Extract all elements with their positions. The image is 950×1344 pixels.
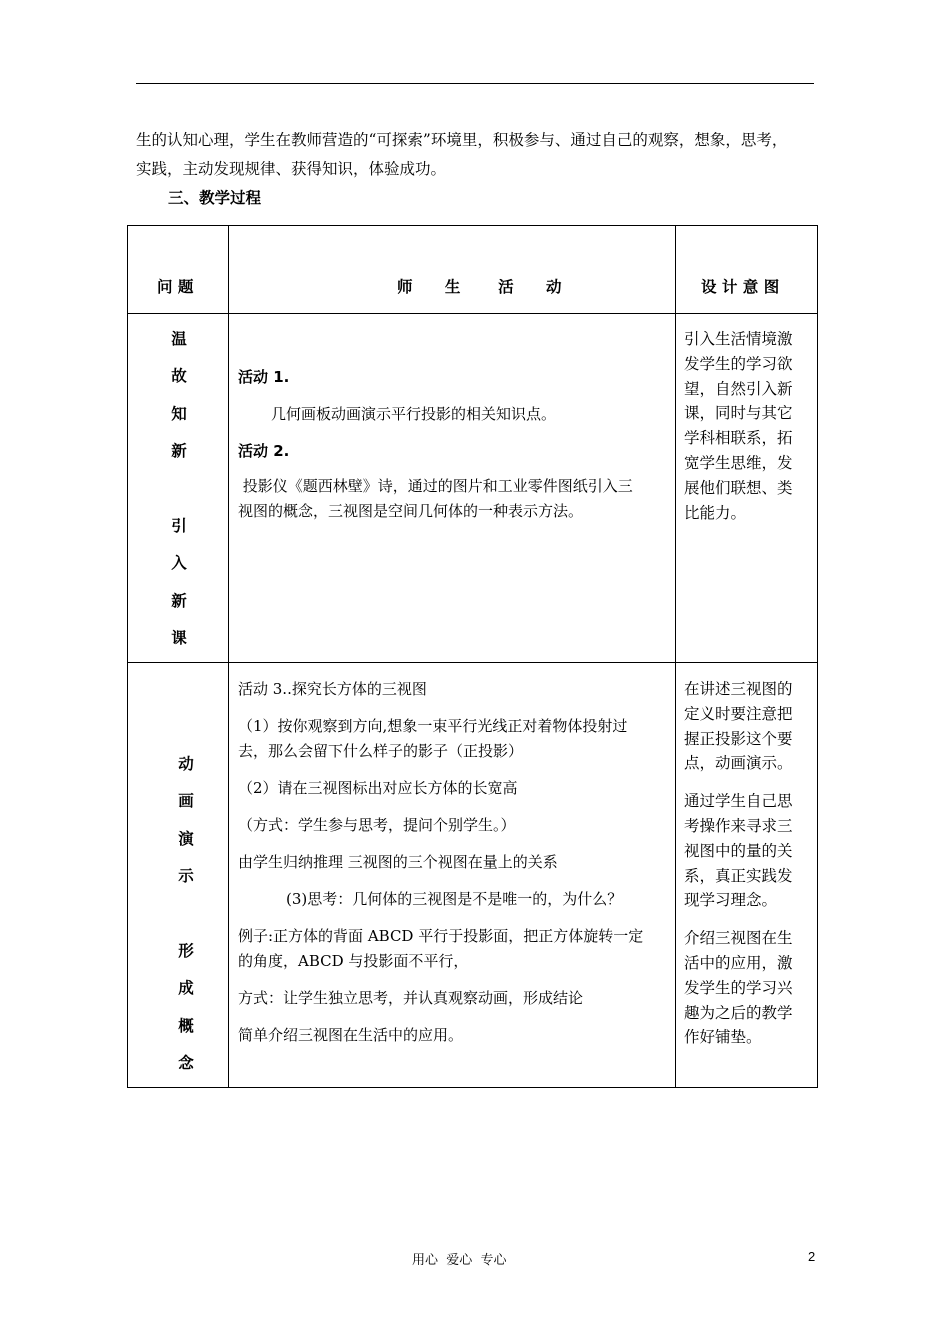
row2-design-line: 在讲述三视图的 — [684, 680, 793, 698]
item3: (3)思考：几何体的三视图是不是唯一的，为什么？ — [286, 890, 623, 908]
design-group-1 — [684, 677, 808, 776]
intro-paragraph — [136, 126, 828, 184]
row2-design-line: 视图中的量的关 — [684, 841, 793, 860]
activity1-title: 活动 1. — [238, 368, 290, 386]
method1: （方式：学生参与思考，提问个别学生。） — [238, 816, 516, 834]
row2-design-line: 作好铺垫。 — [684, 1028, 762, 1047]
row2-problem-char: 形 — [178, 941, 194, 960]
row2-design-line: 现学习理念。 — [684, 891, 778, 910]
row1-design-line: 引入生活情境激 — [684, 330, 793, 348]
intro-line-2: 实践，主动发现规律、获得知识，体验成功。 — [136, 160, 447, 178]
row1-problem-char: 课 — [171, 629, 187, 648]
table-col-divider-1 — [228, 225, 229, 1088]
design-group-2 — [684, 789, 808, 913]
row1-problem-char: 知 — [171, 404, 187, 423]
item1-line2: 去，那么会留下什么样子的影子（正投影） — [238, 742, 524, 760]
activity3-title: 活动 3..探究长方体的三视图 — [238, 680, 427, 698]
induction: 由学生归纳推理 三视图的三个视图在量上的关系 — [238, 853, 558, 871]
row2-design-line: 介绍三视图在生 — [684, 929, 793, 948]
row1-design-line: 学科相联系，拓 — [684, 429, 793, 448]
row1-problem-char: 新 — [171, 442, 187, 461]
row2-design-line: 定义时要注意把 — [684, 704, 793, 723]
example-line2: 的角度，ABCD 与投影面不平行， — [238, 952, 469, 970]
row2-design-line: 系，真正实践发 — [684, 866, 793, 885]
row2-problem-char — [171, 902, 201, 939]
activity2-text-line1: 投影仪《题西林壁》诗，通过的图片和工业零件图纸引入三 — [238, 477, 633, 495]
activity1-text: 几何画板动画演示平行投影的相关知识点。 — [271, 405, 557, 423]
row2-problem-char: 概 — [178, 1016, 194, 1035]
row2-design-line: 考操作来寻求三 — [684, 816, 793, 835]
row2-problem-char: 成 — [178, 979, 194, 998]
row2-problem-char: 演 — [178, 829, 194, 848]
row2-problem — [171, 752, 201, 1089]
table-border-right — [817, 225, 818, 1088]
row1-design-line: 宽学生思维，发 — [684, 453, 793, 472]
design-group-3 — [684, 926, 808, 1050]
row1-problem-char: 故 — [171, 367, 187, 386]
header-activity: 师 生 活 动 — [397, 278, 562, 296]
row2-problem-char: 示 — [178, 867, 194, 886]
intro-line-1: 生的认知心理，学生在教师营造的“可探索”环境里，积极参与、通过自己的观察，想象，思考， — [136, 131, 788, 149]
row2-design-line: 握正投影这个要 — [684, 729, 793, 748]
row1-problem-char — [164, 477, 194, 514]
activity2-title: 活动 2. — [238, 442, 290, 460]
row1-design-line: 发学生的学习欲 — [684, 354, 793, 373]
row1-problem-char: 引 — [171, 516, 187, 535]
footer-text: 用心 爱心 专心 — [412, 1253, 507, 1268]
row2-problem-char: 动 — [178, 755, 194, 773]
row1-design — [684, 327, 808, 525]
header-rule — [136, 83, 814, 84]
item1-line1: （1）按你观察到方向,想象一束平行光线正对着物体投射过 — [238, 717, 628, 735]
row1-design-line: 展他们联想、类 — [684, 478, 793, 497]
row2-problem-char: 画 — [178, 792, 194, 811]
teaching-process-table — [127, 225, 818, 1088]
row2-design-line: 点，动画演示。 — [684, 754, 793, 773]
header-problem: 问 题 — [157, 278, 194, 296]
row1-design-line: 课，同时与其它 — [684, 404, 793, 423]
row1-activities — [238, 365, 668, 524]
row2-activities — [238, 677, 670, 1048]
method2: 方式：让学生独立思考，并认真观察动画，形成结论 — [238, 989, 584, 1007]
row2-problem-char: 念 — [178, 1054, 194, 1073]
row1-problem-char: 温 — [171, 330, 187, 348]
row1-problem-char: 入 — [171, 554, 187, 573]
row2-design-line: 活中的应用，激 — [684, 953, 793, 972]
row1-problem-char: 新 — [171, 591, 187, 610]
row1-problem — [164, 327, 194, 664]
activity2-text-line2: 视图的概念，三视图是空间几何体的一种表示方法。 — [238, 502, 584, 520]
table-border-left — [127, 225, 128, 1088]
row2-design-line: 趣为之后的教学 — [684, 1003, 793, 1022]
table-col-divider-2 — [675, 225, 676, 1088]
table-header-divider — [127, 313, 818, 314]
row2-design-line: 通过学生自己思 — [684, 792, 793, 811]
intro-application: 简单介绍三视图在生活中的应用。 — [238, 1026, 464, 1044]
table-row-divider — [127, 662, 818, 663]
row2-design-line: 发学生的学习兴 — [684, 978, 793, 997]
item2: （2）请在三视图标出对应长方体的长宽高 — [238, 779, 518, 797]
table-border-bottom — [127, 1087, 818, 1088]
section-title: 三、教学过程 — [168, 189, 262, 207]
row1-design-line: 望，自然引入新 — [684, 379, 793, 398]
row2-design — [684, 677, 808, 1050]
example-line1: 例子:正方体的背面 ABCD 平行于投影面，把正方体旋转一定 — [238, 927, 644, 945]
header-design: 设 计 意 图 — [701, 278, 780, 296]
table-border-top — [127, 225, 818, 226]
page-number: 2 — [808, 1249, 816, 1264]
row1-design-line: 比能力。 — [684, 503, 747, 522]
